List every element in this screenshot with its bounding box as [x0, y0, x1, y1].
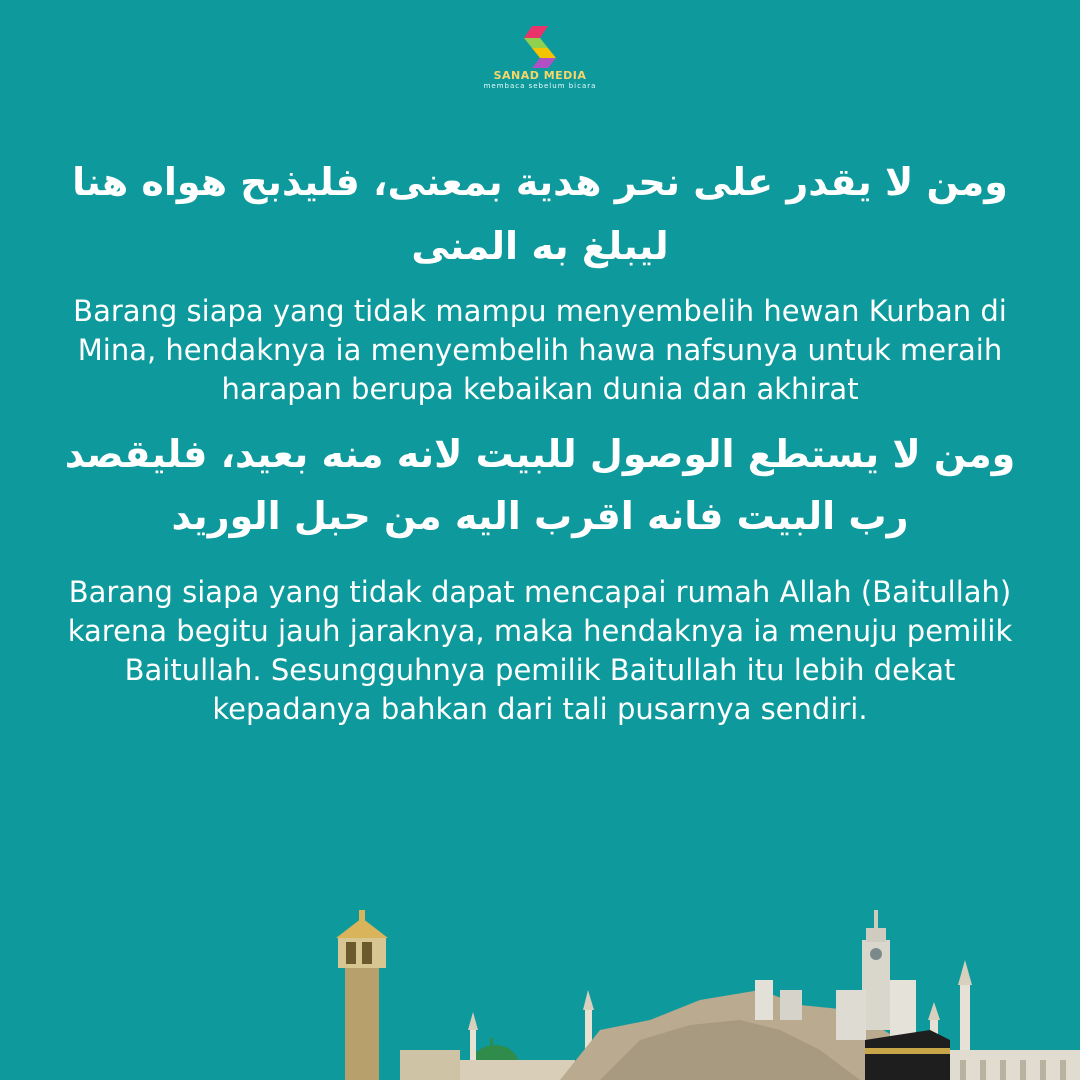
brand-logo [0, 24, 1080, 90]
translation-2: Barang siapa yang tidak dapat mencapai rumah Allah (Baitullah) karena begitu jauh jaraknya, maka hendaknya ia menuju pemilik Baitullah. Sesungguhnya pemilik Baitullah itu lebih dekat kepadanya bahkan dari tali pusarnya sendiri. [67, 575, 1013, 726]
translation-1: Barang siapa yang tidak mampu menyembelih hewan Kurban di Mina, hendaknya ia menyembelih hawa nafsunya untuk meraih harapan berupa kebaikan dunia dan akhirat [73, 294, 1007, 406]
quote-content [60, 150, 1020, 729]
arabic-quote-1: ومن لا يقدر على نحر هدية بمعنى، فليذبح هواه هنا ليبلغ به المنى [72, 160, 1008, 268]
brand-name: SANAD MEDIA [493, 69, 587, 82]
lantern-minaret [336, 910, 388, 1080]
mecca-medina-skyline-icon [0, 910, 1080, 1080]
sanad-logo-icon [518, 24, 562, 68]
brand-tagline: membaca sebelum bicara [483, 82, 597, 90]
arabic-quote-2: ومن لا يستطع الوصول للبيت لانه منه بعيد، فليقصد رب البيت فانه اقرب اليه من حبل الوريد [64, 432, 1016, 538]
